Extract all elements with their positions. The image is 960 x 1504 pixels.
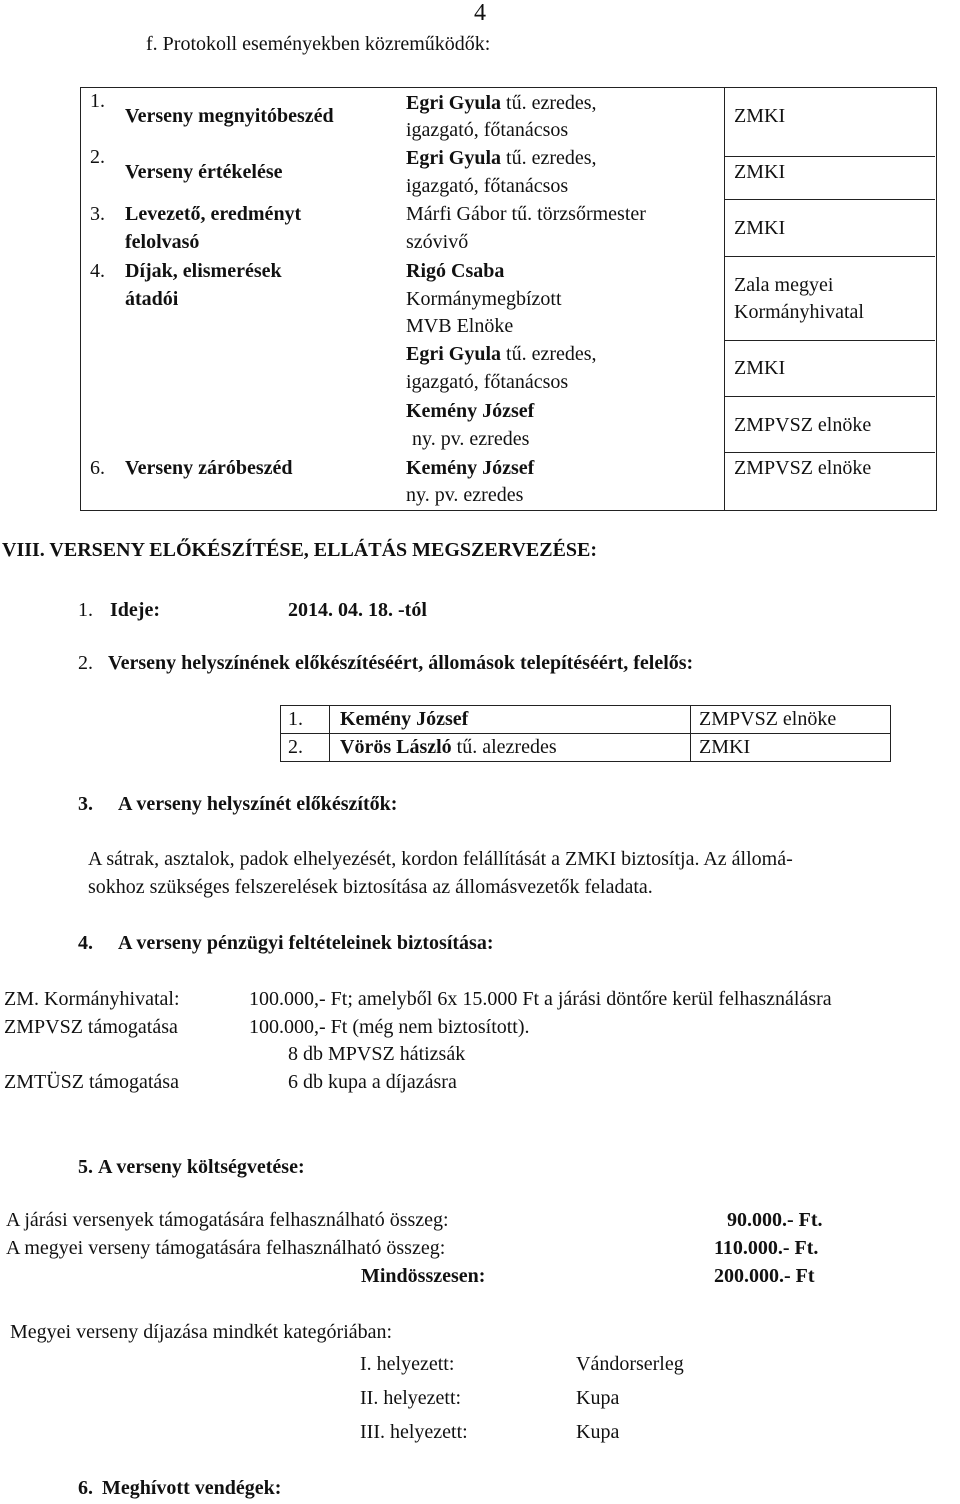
protocol-row-2-org: ZMKI [734, 161, 786, 183]
budget-total-value: 200.000.- Ft [714, 1265, 815, 1287]
protocol-row-6-person-title: ny. pv. ezredes [406, 484, 524, 506]
person-name: Kemény József [340, 708, 469, 730]
item-1-num: 1. [78, 599, 93, 621]
protocol-table-row-line [724, 340, 935, 341]
item-1-value: 2014. 04. 18. -tól [288, 599, 427, 621]
protocol-row-4-event-line1: Díjak, elismerések [125, 260, 282, 282]
protocol-row-1-event: Verseny megnyitóbeszéd [125, 105, 334, 127]
protocol-row-4-num: 4. [90, 260, 105, 282]
responsible-2-person [340, 734, 557, 760]
protocol-row-3-person: Márfi Gábor tű. törzsőrmester [406, 203, 646, 225]
person-rank: tű. ezredes, [501, 92, 597, 114]
protocol-row-1-person [406, 90, 597, 116]
item-3-label: A verseny helyszínét előkészítők: [118, 793, 398, 815]
item-4-num: 4. [78, 932, 93, 954]
funding-amount-1: 100.000,- Ft; amelyből 6x 15.000 Ft a járási döntőre kerül felhasználásra [249, 988, 832, 1010]
item-5-num: 5. [78, 1156, 93, 1178]
page-number: 4 [474, 0, 486, 26]
protocol-row-4-person-2-org: ZMKI [734, 357, 786, 379]
prizes-heading: Megyei verseny díjazása mindkét kategóriában: [10, 1321, 393, 1343]
item-3-paragraph-line1: A sátrak, asztalok, padok elhelyezését, kordon felállítását a ZMKI biztosítja. Az állomá- [88, 848, 793, 870]
item-2-label: Verseny helyszínének előkészítéséért, állomások telepítéséért, felelős: [108, 652, 694, 674]
protocol-heading: f. Protokoll eseményekben közreműködők: [146, 33, 491, 55]
protocol-row-4-person-3-name: Kemény József [406, 400, 535, 422]
protocol-row-4-person-1-org-line2: Kormányhivatal [734, 301, 864, 323]
protocol-table-divider [724, 87, 725, 511]
protocol-table-row-line [724, 452, 935, 453]
protocol-table-row-line [724, 396, 935, 397]
responsible-2-num: 2. [288, 736, 303, 758]
item-5-label: A verseny költségvetése: [98, 1156, 305, 1178]
protocol-row-3-event-line2: felolvasó [125, 231, 200, 253]
budget-row-2-value: 110.000.- Ft. [714, 1237, 819, 1259]
protocol-table-row-line [724, 256, 935, 257]
protocol-row-6-org: ZMPVSZ elnöke [734, 457, 872, 479]
protocol-row-4-person-3-line2: ny. pv. ezredes [412, 428, 530, 450]
person-rank: tű. ezredes, [501, 147, 597, 169]
item-3-num: 3. [78, 793, 93, 815]
item-4-label: A verseny pénzügyi feltételeinek biztosítása: [118, 932, 494, 954]
item-2-num: 2. [78, 652, 93, 674]
protocol-row-2-num: 2. [90, 146, 105, 168]
protocol-row-4-person-1-line2: Kormánymegbízott [406, 288, 562, 310]
protocol-row-4-person-2-line2: igazgató, főtanácsos [406, 371, 569, 393]
responsible-1-org: ZMPVSZ elnöke [699, 708, 837, 730]
protocol-row-3-org: ZMKI [734, 217, 786, 239]
protocol-row-1-num: 1. [90, 90, 105, 112]
protocol-row-2-person [406, 145, 597, 171]
protocol-row-2-event: Verseny értékelése [125, 161, 283, 183]
protocol-row-4-event-line2: átadói [125, 288, 179, 310]
protocol-row-4-person-1-org-line1: Zala megyei [734, 274, 834, 296]
protocol-row-4-person-1-line3: MVB Elnöke [406, 315, 514, 337]
budget-row-2-label: A megyei verseny támogatására felhasználható összeg: [6, 1237, 446, 1259]
responsible-2-org: ZMKI [699, 736, 751, 758]
item-6-num: 6. [78, 1477, 93, 1499]
person-rank: tű. alezredes [451, 736, 557, 758]
protocol-table-row-line [724, 156, 935, 157]
protocol-row-3-num: 3. [90, 203, 105, 225]
protocol-row-4-person-3-org: ZMPVSZ elnöke [734, 414, 872, 436]
protocol-row-1-org: ZMKI [734, 105, 786, 127]
funding-amount-3: 8 db MPVSZ hátizsák [288, 1043, 466, 1065]
protocol-row-1-person-title: igazgató, főtanácsos [406, 119, 569, 141]
funding-amount-4: 6 db kupa a díjazásra [288, 1071, 457, 1093]
responsible-1-num: 1. [288, 708, 303, 730]
responsible-1-person [340, 706, 468, 732]
prize-3-prize: Kupa [576, 1421, 620, 1443]
protocol-table-row-line [724, 199, 935, 200]
funding-amount-2: 100.000,- Ft (még nem biztosított). [249, 1016, 530, 1038]
prize-2-place: II. helyezett: [360, 1387, 462, 1409]
prize-1-prize: Vándorserleg [576, 1353, 684, 1375]
budget-row-1-label: A járási versenyek támogatására felhasználható összeg: [6, 1209, 449, 1231]
protocol-row-4-person-2 [406, 341, 597, 367]
protocol-row-3-person-title: szóvivő [406, 231, 469, 253]
item-3-paragraph-line2: sokhoz szükséges felszerelések biztosítása az állomásvezetők feladata. [88, 876, 653, 898]
budget-row-1-value: 90.000.- Ft. [727, 1209, 823, 1231]
protocol-row-4-person-1-name: Rigó Csaba [406, 260, 505, 282]
person-name: Vörös László [340, 736, 452, 758]
protocol-row-3-event-line1: Levezető, eredményt [125, 203, 302, 225]
item-1-label: Ideje: [110, 599, 160, 621]
protocol-row-2-person-title: igazgató, főtanácsos [406, 175, 569, 197]
item-6-label: Meghívott vendégek: [102, 1477, 282, 1499]
protocol-row-6-event: Verseny záróbeszéd [125, 457, 293, 479]
person-name: Egri Gyula [406, 92, 502, 114]
person-name: Egri Gyula [406, 147, 502, 169]
protocol-row-6-person-name: Kemény József [406, 457, 535, 479]
prize-3-place: III. helyezett: [360, 1421, 468, 1443]
responsibles-table-col-line [329, 705, 330, 762]
prize-2-prize: Kupa [576, 1387, 620, 1409]
person-rank: tű. ezredes, [501, 343, 597, 365]
funding-source-2: ZMPVSZ támogatása [4, 1016, 178, 1038]
prize-1-place: I. helyezett: [360, 1353, 455, 1375]
protocol-row-6-num: 6. [90, 457, 105, 479]
funding-source-4: ZMTÜSZ támogatása [4, 1071, 179, 1093]
budget-total-label: Mindösszesen: [361, 1265, 486, 1287]
funding-source-1: ZM. Kormányhivatal: [4, 988, 180, 1010]
responsibles-table-col-line [690, 705, 691, 762]
person-name: Egri Gyula [406, 343, 502, 365]
section-heading: VIII. VERSENY ELŐKÉSZÍTÉSE, ELLÁTÁS MEGSZERVEZÉSE: [2, 539, 598, 561]
